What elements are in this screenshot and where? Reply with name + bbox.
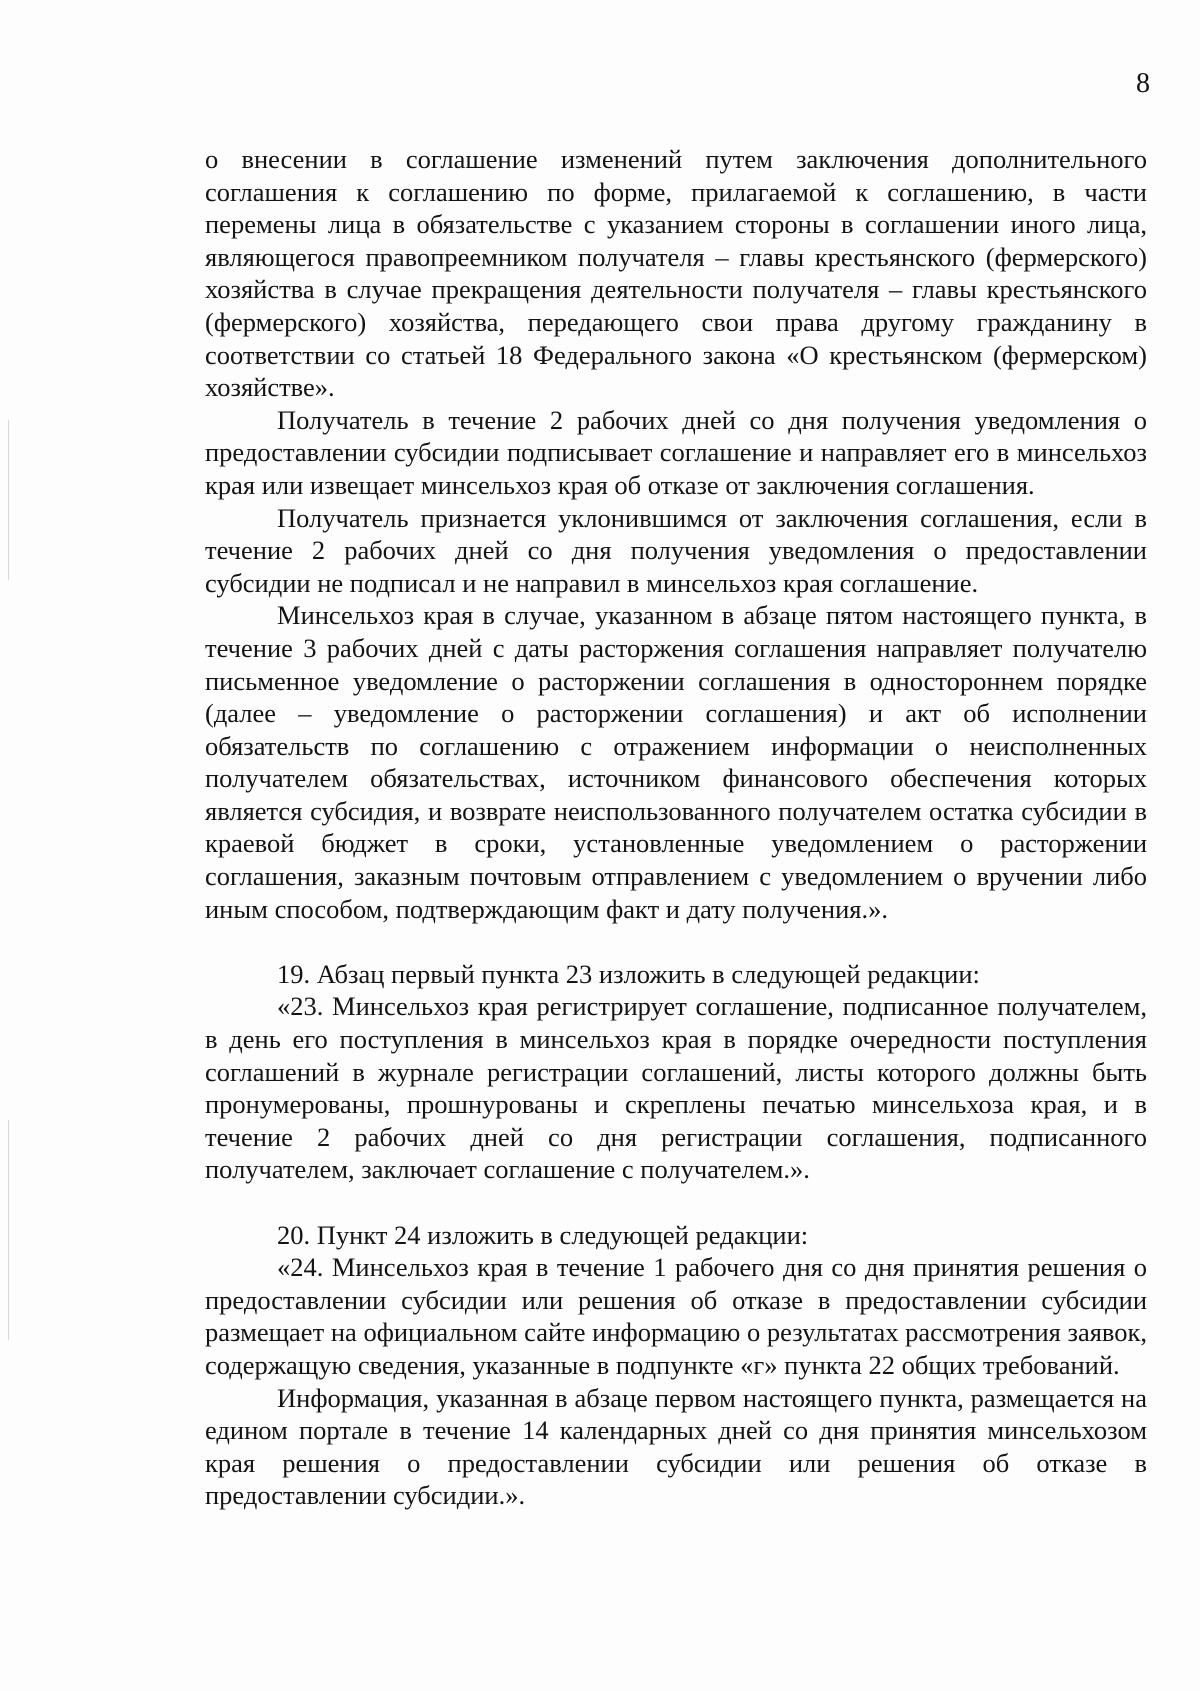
- paragraph-evasion: Получатель признается уклонившимся от заключения соглашения, если в течение 2 рабочих дней со дня получения уведомления о предоставлении субсидии не подписал и не направил в минсельхоз края соглашение.: [205, 502, 1147, 598]
- scan-edge-mark: [8, 420, 9, 580]
- paragraph-continuation: о внесении в соглашение изменений путем заключения дополнительного соглашения к соглашению по форме, прилагаемой к соглашению, в части перемены лица в обязательстве с указанием стороны в соглашении иного лица, являющегося правопреемником получателя – главы крестьянского (фермерского) хозяйства в случае прекращения деятельности получателя – главы крестьянского (фермерского) хозяйства, передающего свои права другому гражданину в соответствии со статьей 18 Федерального закона «О крестьянском (фермерском) хозяйстве».: [205, 144, 1147, 403]
- paragraph-signing-deadline: Получатель в течение 2 рабочих дней со дня получения уведомления о предоставлении субсидии подписывает соглашение и направляет его в минсельхоз края или извещает минсельхоз края об отказе от заключения соглашения.: [205, 404, 1147, 500]
- paragraph-clause-23: «23. Минсельхоз края регистрирует соглашение, подписанное получателем, в день его поступления в минсельхоз края в порядке очередности поступления соглашений в журнале регистрации соглашений, листы которого должны быть пронумерованы, прошнурованы и скреплены печатью минсельхоза края, и в течение 2 рабочих дней со дня регистрации соглашения, подписанного получателем, заключает соглашение с получателем.».: [205, 991, 1147, 1185]
- paragraph-item-20: 20. Пункт 24 изложить в следующей редакции:: [277, 1219, 809, 1250]
- page-number: 8: [1136, 68, 1150, 99]
- paragraph-clause-24: «24. Минсельхоз края в течение 1 рабочего дня со дня принятия решения о предоставлении субсидии или решения об отказе в предоставлении субсидии размещает на официальном сайте информацию о результатах рассмотрения заявок, содержащую сведения, указанные в подпункте «г» пункта 22 общих требований.: [205, 1252, 1147, 1380]
- scan-edge-mark: [8, 1120, 9, 1340]
- paragraph-publication: Информация, указанная в абзаце первом настоящего пункта, размещается на едином портале в течение 14 календарных дней со дня принятия минсельхозом края решения о предоставлении субсидии или решения об отказе в предоставлении субсидии.».: [205, 1382, 1147, 1511]
- document-body: [205, 143, 1147, 1512]
- paragraph-item-19: 19. Абзац первый пункта 23 изложить в следующей редакции:: [277, 958, 980, 989]
- paragraph-termination: Минсельхоз края в случае, указанном в абзаце пятом настоящего пункта, в течение 3 рабочих дней с даты расторжения соглашения направляет получателю письменное уведомление о расторжении соглашения в одностороннем порядке (далее – уведомление о расторжении соглашения) и акт об исполнении обязательств по соглашению с отражением информации о неисполненных получателем обязательствах, источником финансового обеспечения которых является субсидия, и возврате неиспользованного получателем остатка субсидии в краевой бюджет в сроки, установленные уведомлением о расторжении соглашения, заказным почтовым отправлением с уведомлением о вручении либо иным способом, подтверждающим факт и дату получения.».: [205, 600, 1147, 924]
